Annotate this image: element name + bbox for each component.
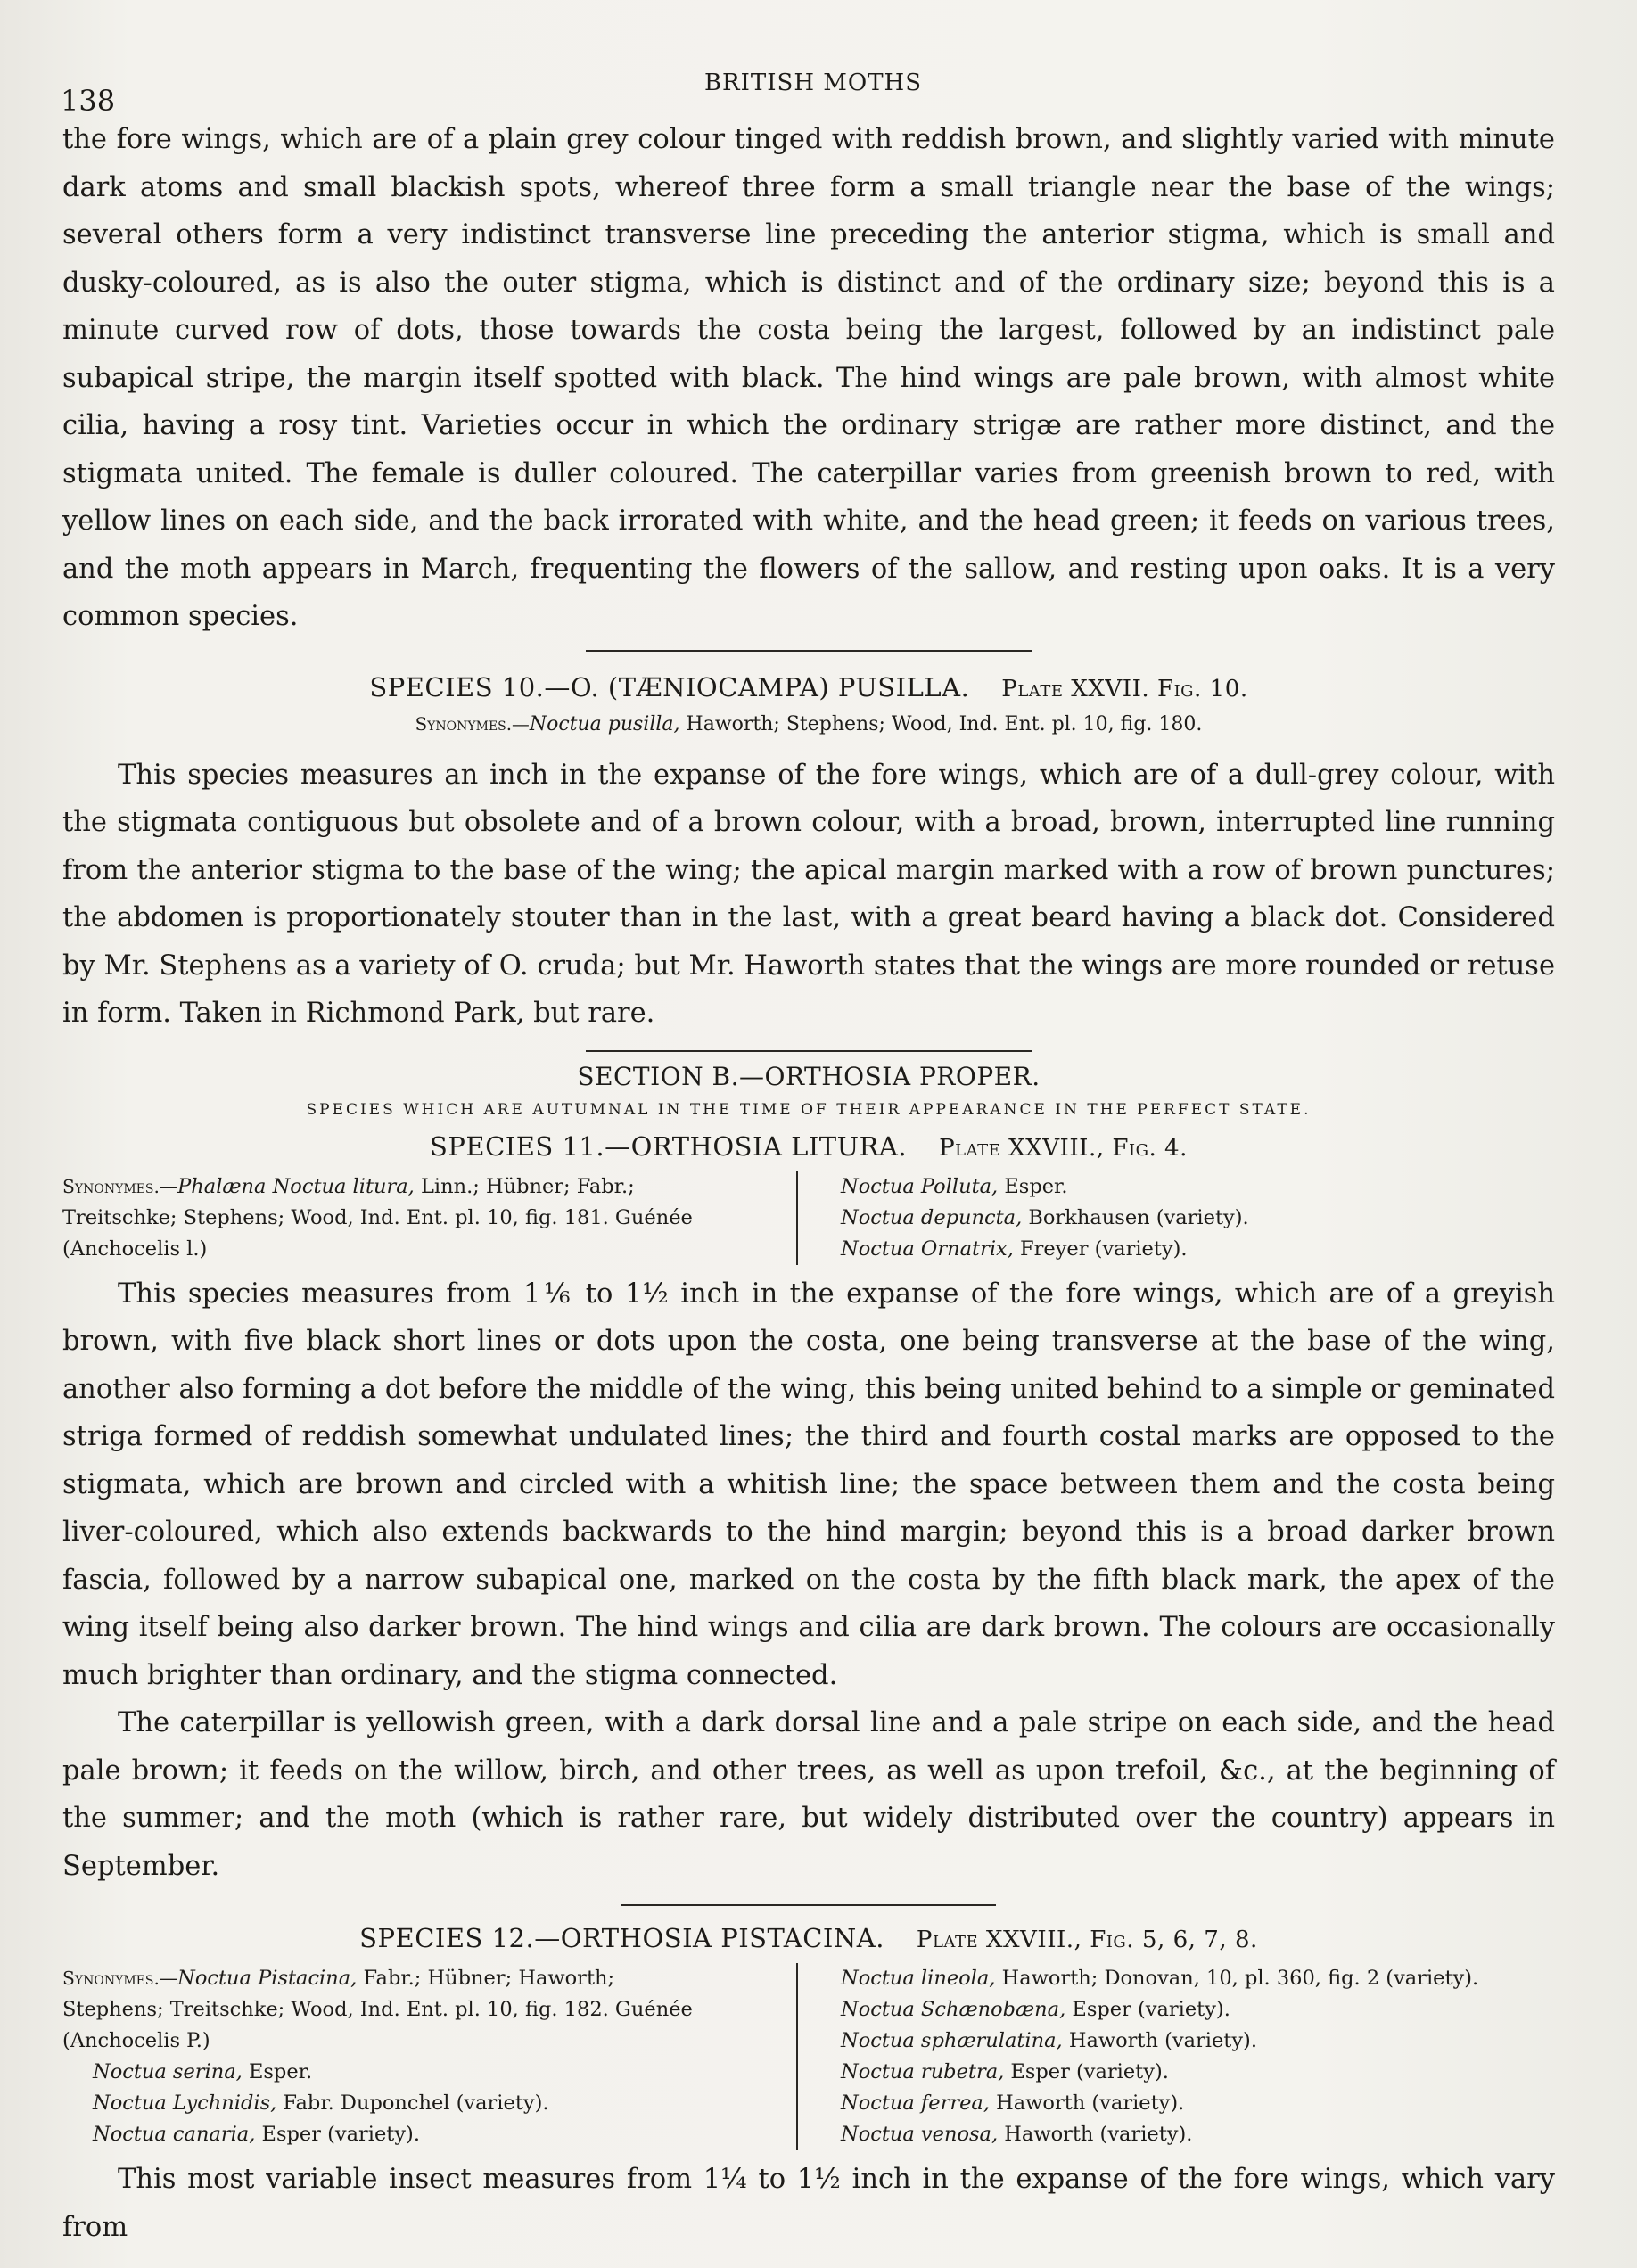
- synonym-name: Noctua pusilla,: [529, 712, 680, 735]
- synonym-authority: Esper (variety).: [255, 2123, 420, 2146]
- synonym-entry: [841, 1234, 1249, 1265]
- synonym-name: Noctua ferrea,: [841, 2091, 990, 2115]
- paragraph-line: caterpillar varies from greenish brown to red, with yellow lines on each side, and the back irrorated with white,: [62, 457, 1555, 537]
- species-10-heading: [62, 668, 1555, 709]
- synonym-entry: [841, 1963, 1478, 1994]
- synonym-name: Noctua rubetra,: [841, 2060, 1005, 2083]
- paragraph-line: black. The hind wings are pale brown, with almost white cilia, having a rosy tint. Varieties occur in which: [62, 362, 1556, 441]
- page-body: [62, 116, 1555, 2251]
- section-b-title: SECTION B.—ORTHOSIA PROPER.: [577, 1061, 1041, 1091]
- synonym-entry: [62, 1963, 780, 1994]
- synonymes-label: Synonymes.—: [62, 1175, 178, 1197]
- synonym-name: Noctua canaria,: [93, 2123, 256, 2146]
- synonym-entry: [841, 1203, 1249, 1234]
- synonym-name: Phalæna Noctua litura,: [177, 1174, 415, 1198]
- divider-rule: [586, 1050, 1032, 1052]
- species-11-description: This species measures from 1⅙ to 1½ inch in the expanse of the fore wings, which are of a greyish brown, with five black short lines or dots upon the costa, one being transverse at the base of the wing, another also forming a dot before the middle of the wing, this being united behind to a simple or geminated striga formed of reddish somewhat undulated lines; the third and fourth costal marks are opposed to the stigmata, which are brown and circled with a whitish line; the space between them and the costa being liver-coloured, which also extends backwards to the hind margin; beyond this is a broad darker brown fascia, followed by a narrow subapical one, marked on the costa by the fifth black mark, the apex of the wing itself being also darker brown. The hind wings and cilia are dark brown. The colours are occasionally much brighter than ordinary, and the stigma connected.: [62, 1278, 1555, 1691]
- synonym-authority: Haworth (variety).: [1062, 2029, 1257, 2052]
- continued-paragraph: [62, 116, 1555, 641]
- synonym-authority: Haworth; Donovan, 10, pl. 360, fig. 2 (variety).: [995, 1967, 1479, 1990]
- synonym-authority: Treitschke; Stephens; Wood, Ind. Ent. pl. 10, fig. 181. Guénée: [62, 1205, 693, 1229]
- synonym-entry: [841, 1994, 1478, 2026]
- synonym-authority: Borkhausen (variety).: [1022, 1205, 1249, 1229]
- synonym-entry: [841, 2119, 1478, 2150]
- synonymes-right-column: [798, 1171, 1249, 1265]
- divider-rule: [586, 650, 1032, 652]
- paragraph-line: atoms and small blackish spots, whereof three form a small triangle near the base of the wings; several others: [62, 171, 1555, 251]
- synonym-entry: [62, 2119, 780, 2150]
- synonym-entry: [62, 1234, 780, 1265]
- synonym-authority: Esper (variety).: [1004, 2060, 1169, 2083]
- synonym-authority: Fabr.; Hübner; Haworth;: [357, 1967, 615, 1990]
- paragraph-line: the fore wings, which are of a plain grey colour tinged with reddish brown, and slightly varied with minute dark: [62, 124, 1555, 203]
- species-12-heading: [62, 1919, 1555, 1960]
- synonym-authority: Haworth (variety).: [998, 2123, 1193, 2146]
- synonym-authority: Stephens; Treitschke; Wood, Ind. Ent. pl. 10, fig. 182. Guénée: [62, 1998, 693, 2021]
- synonym-name: Noctua lineola,: [841, 1967, 996, 1990]
- synonym-name: Noctua Pistacina,: [177, 1967, 358, 1990]
- synonym-name: Noctua depuncta,: [841, 1205, 1023, 1229]
- synonym-authority: (Anchocelis l.): [62, 1237, 208, 1261]
- page-number: 138: [61, 84, 116, 118]
- synonym-authority: Esper (variety).: [1065, 1998, 1230, 2021]
- synonym-authority: Esper.: [242, 2060, 313, 2083]
- synonym-authority: Linn.; Hübner; Fabr.;: [414, 1174, 635, 1198]
- synonym-entry: [841, 2057, 1478, 2088]
- synonym-entry: [62, 1994, 780, 2026]
- species-11-title: SPECIES 11.—ORTHOSIA LITURA.: [430, 1130, 908, 1162]
- species-10-title: SPECIES 10.—O. (TÆNIOCAMPA) PUSILLA.: [369, 671, 970, 703]
- synonym-authority: Esper.: [998, 1174, 1068, 1198]
- species-12-title: SPECIES 12.—ORTHOSIA PISTACINA.: [359, 1923, 884, 1953]
- paragraph-line: the ordinary strigæ are rather more distinct, and the stigmata united. The female is duller coloured. The: [62, 410, 1555, 489]
- synonym-entry: [62, 1203, 780, 1234]
- synonym-authority: Haworth; Stephens; Wood, Ind. Ent. pl. 10, fig. 180.: [679, 712, 1203, 735]
- section-b-subtitle: SPECIES WHICH ARE AUTUMNAL IN THE TIME OF THEIR APPEARANCE IN THE PERFECT STATE.: [306, 1100, 1312, 1119]
- synonym-entry: [62, 2088, 780, 2119]
- synonym-authority: (Anchocelis P.): [62, 2029, 210, 2052]
- paragraph-line: towards the costa being the largest, followed by an indistinct pale subapical stripe, the margin itself spotted with: [62, 315, 1555, 394]
- synonym-authority: Fabr. Duponchel (variety).: [276, 2091, 549, 2115]
- running-title: BRITISH MOTHS: [703, 70, 923, 96]
- synonym-name: Noctua Ornatrix,: [841, 1237, 1014, 1261]
- species-12-description: This most variable insect measures from 1¼ to 1½ inch in the expanse of the fore wings, which vary from: [62, 2164, 1555, 2243]
- synonym-entry: [841, 2026, 1478, 2057]
- species-11-heading: [62, 1127, 1555, 1168]
- synonym-name: Noctua Lychnidis,: [93, 2091, 277, 2115]
- synonymes-left-column: [62, 1171, 798, 1265]
- synonym-authority: Freyer (variety).: [1013, 1237, 1188, 1261]
- species-11-caterpillar: The caterpillar is yellowish green, with a dark dorsal line and a pale stripe on each side, and the head pale brown; it feeds on the willow, birch, and other trees, as well as upon trefoil, &c., at the beginning of the summer; and the moth (which is rather rare, but widely distributed over the country) appears in September.: [62, 1707, 1555, 1882]
- synonym-name: Noctua serina,: [93, 2060, 243, 2083]
- species-10-synonymes: [62, 709, 1555, 741]
- divider-rule: [621, 1904, 996, 1906]
- paragraph-line: sallow, and resting upon oaks. It is a very common species.: [62, 553, 1555, 632]
- species-11-plate: Plate XXVIII., Fig. 4.: [939, 1134, 1188, 1162]
- synonym-name: Noctua venosa,: [841, 2123, 999, 2146]
- synonymes-label: Synonymes.—: [415, 713, 530, 735]
- synonym-entry: [841, 2088, 1478, 2119]
- synonym-entry: [841, 1171, 1249, 1203]
- paragraph-line: and the head green; it feeds on various trees, and the moth appears in March, frequenting the flowers of the: [62, 505, 1555, 585]
- synonymes-right-column: [798, 1963, 1478, 2150]
- species-10-description: This species measures an inch in the expanse of the fore wings, which are of a dull-grey colour, with the stigmata contiguous but obsolete and of a brown colour, with a broad, brown, interrupted line running from the anterior stigma to the base of the wing; the apical margin marked with a row of brown punctures; the abdomen is proportionately stouter than in the last, with a great beard having a black dot. Considered by Mr. Stephens as a variety of O. cruda; but Mr. Haworth states that the wings are more rounded or retuse in form. Taken in Richmond Park, but rare.: [62, 759, 1555, 1029]
- species-12-synonymes: [62, 1963, 1555, 2150]
- synonym-authority: Haworth (variety).: [989, 2091, 1185, 2115]
- paragraph-line: the outer stigma, which is distinct and of the ordinary size; beyond this is a minute curved row of dots, those: [62, 267, 1555, 346]
- species-11-synonymes: [62, 1171, 1555, 1265]
- synonym-name: Noctua sphærulatina,: [841, 2029, 1063, 2052]
- synonymes-label: Synonymes.—: [62, 1968, 178, 1989]
- synonym-entry: [62, 2057, 780, 2088]
- synonym-entry: [62, 2026, 780, 2057]
- species-10-plate: Plate XXVII. Fig. 10.: [1001, 675, 1248, 703]
- synonym-name: Noctua Schænobæna,: [841, 1998, 1066, 2021]
- species-12-plate: Plate XXVIII., Fig. 5, 6, 7, 8.: [916, 1927, 1258, 1953]
- synonymes-left-column: [62, 1963, 798, 2150]
- paragraph-line: form a very indistinct transverse line preceding the anterior stigma, which is small and dusky-coloured, as is also: [62, 219, 1556, 299]
- synonym-entry: [62, 1171, 780, 1203]
- synonym-name: Noctua Polluta,: [841, 1174, 999, 1198]
- page-header: [61, 70, 1566, 118]
